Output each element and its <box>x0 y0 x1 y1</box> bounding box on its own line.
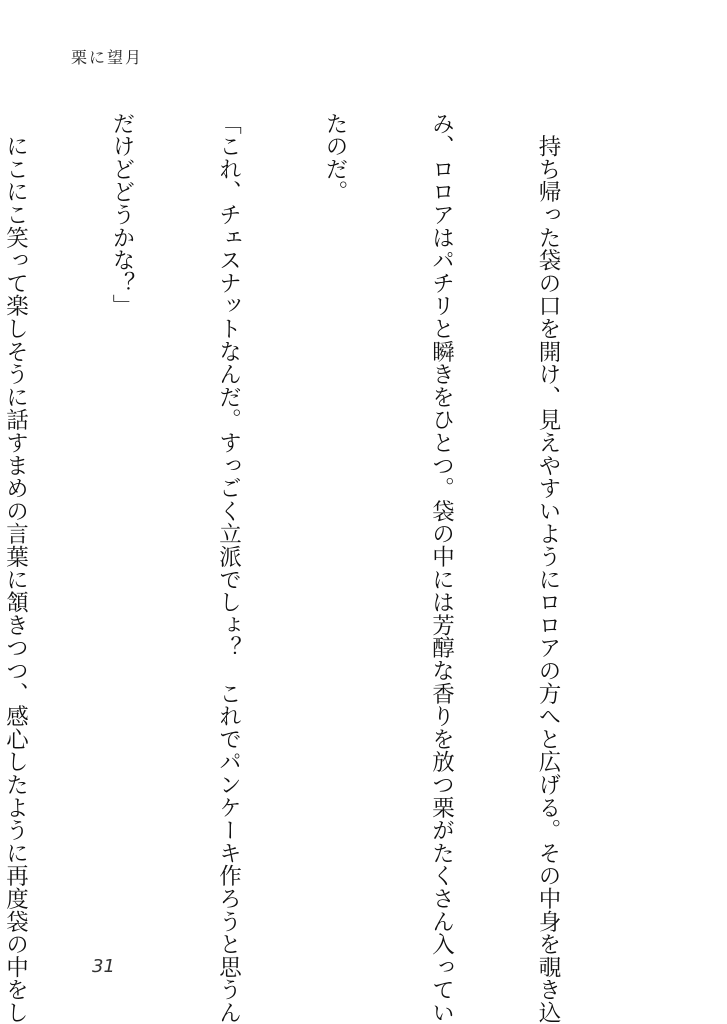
running-head: 栗に望月 <box>71 48 144 67</box>
text-column: にこにこ笑って楽しそうに話すまめの言葉に頷きつつ、感心したように再度袋の中をし <box>2 112 29 1024</box>
page-number: 31 <box>92 956 115 977</box>
text-column: だけどどうかな？」 <box>109 112 135 318</box>
text-column: 持ち帰った袋の口を開け、見えやすいようにロロアの方へと広げる。その中身を覗き込 <box>535 112 561 1024</box>
text-column: たのだ。 <box>322 112 348 204</box>
text-column: み、ロロアはパチリと瞬きをひとつ。袋の中には芳醇な香りを放つ栗がたくさん入ってい <box>428 112 455 1024</box>
text-column: 「これ、チェスナットなんだ。すっごく立派でしょ？ これでパンケーキ作ろうと思うん <box>215 112 242 1024</box>
